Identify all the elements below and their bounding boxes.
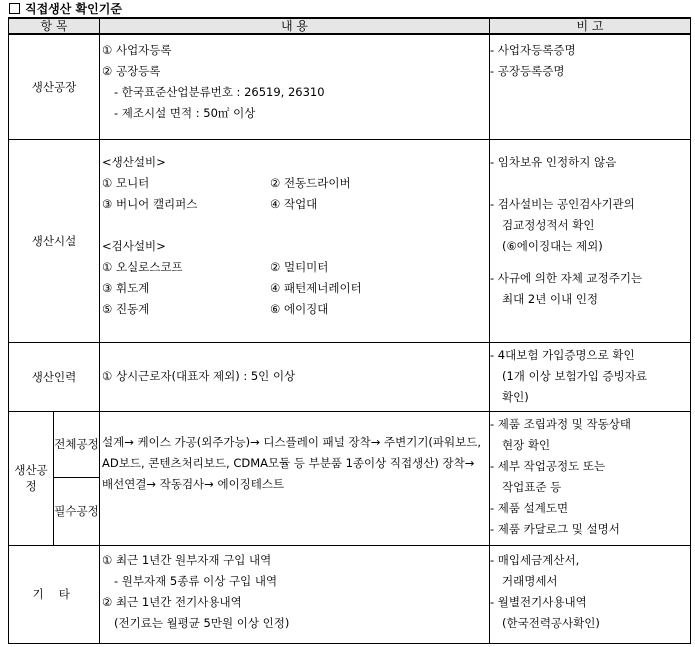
row-label: 생산인력 xyxy=(9,342,100,411)
header-note: 비 고 xyxy=(490,18,691,34)
table-row xyxy=(9,545,691,643)
row-content: ① 상시근로자(대표자 제외) : 5인 이상 xyxy=(100,342,490,411)
row-content: <생산설비> ① 모니터 ② 전동드라이버 ③ 버니어 캘리퍼스 ④ 작업대 <검사설비> ① 오실로스코프 ② 멀티미터 ③ 휘도계 ④ 패턴제너레이터 ⑤ 진동계 ⑥ 에이징대 xyxy=(100,139,490,342)
row-content: ① 최근 1년간 원부자재 구입 내역 - 원부자재 5종류 이상 구입 내역 ② 최근 1년간 전기사용내역 (전기료는 월평균 5만원 이상 인정) xyxy=(100,545,490,643)
checkbox-square-icon xyxy=(9,3,20,14)
row-note: - 4대보험 가입증명으로 확인 (1개 이상 보험가입 증빙자료 확인) xyxy=(490,342,691,411)
table-row xyxy=(9,139,691,342)
row-content: ① 사업자등록 ② 공장등록 - 한국표준산업분류번호 : 26519, 26310 - 제조시설 면적 : 50㎡ 이상 xyxy=(100,34,490,139)
table-row xyxy=(9,34,691,139)
row-note: - 제품 조립과정 및 작동상태 현장 확인 - 세부 작업공정도 또는 작업표준 등 - 제품 설계도면 - 제품 카달로그 및 설명서 xyxy=(490,411,691,545)
row-label: 생산공정 xyxy=(9,411,54,545)
row-note: - 매입세금계산서, 거래명세서 - 월별전기사용내역 (한국전력공사확인) xyxy=(490,545,691,643)
criteria-table xyxy=(8,17,691,644)
row-note: - 임차보유 인정하지 않음 - 검사설비는 공인검사기관의 검교정성적서 확인 (⑥에이징대는 제외) - 사규에 의한 자체 교정주기는 최대 2년 이내 인정 xyxy=(490,139,691,342)
sub-label: 필수공정 xyxy=(54,477,100,545)
page-title: 직접생산 확인기준 xyxy=(9,2,122,16)
table-header-row xyxy=(9,18,691,34)
row-label: 생산공장 xyxy=(9,34,100,139)
header-item: 항 목 xyxy=(9,18,100,34)
row-content: 설계→ 케이스 가공(외주가능)→ 디스플레이 패널 장착→ 주변기기(파워보드, AD보드, 콘텐츠처리보드, CDMA모듈 등 부분품 1종이상 직접생산) 장착→ 배선연결→ 작동검사→ 에이징테스트 xyxy=(100,411,490,545)
row-label: 생산시설 xyxy=(9,139,100,342)
sub-label: 전체공정 xyxy=(54,411,100,477)
row-note: - 사업자등록증명 - 공장등록증명 xyxy=(490,34,691,139)
table-row xyxy=(9,342,691,411)
table-row xyxy=(9,411,691,477)
row-label: 기 타 xyxy=(9,545,100,643)
header-content: 내 용 xyxy=(100,18,490,34)
